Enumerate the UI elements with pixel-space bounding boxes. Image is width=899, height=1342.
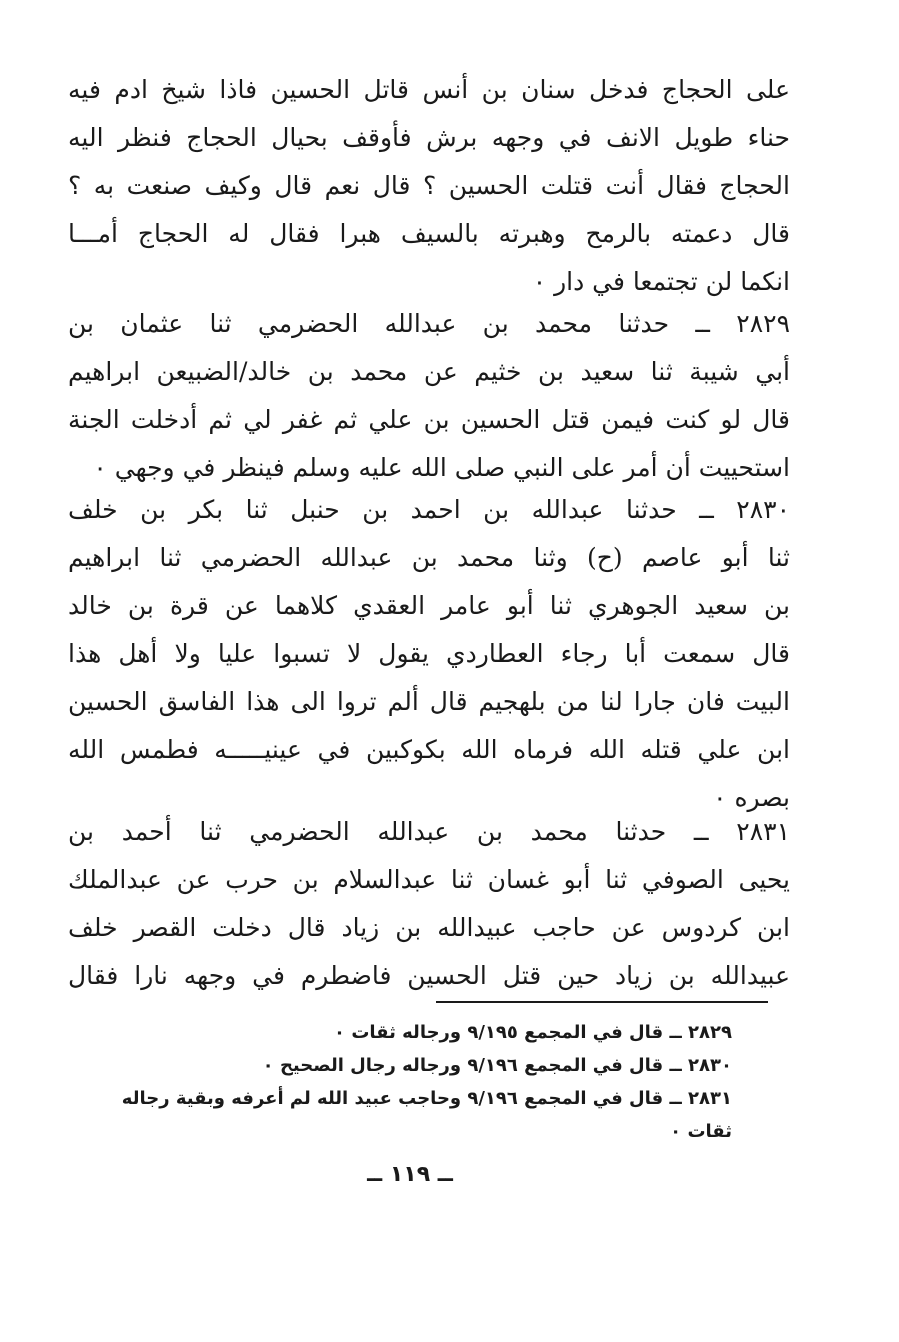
footnote-2829: ٢٨٢٩ ــ قال في المجمع ٩/١٩٥ ورجاله ثقات ٠ xyxy=(334,1022,732,1043)
text-line: قال سمعت أبا رجاء العطاردي يقول لا تسبوا عليا ولا أهل هذا xyxy=(68,639,790,668)
text-line: استحييت أن أمر على النبي صلى الله عليه وسلم فينظر في وجهي ٠ xyxy=(93,453,790,482)
text-line: انكما لن تجتمعا في دار ٠ xyxy=(532,267,790,296)
text-line: ٢٨٢٩ ــ حدثنا محمد بن عبدالله الحضرمي ثنا عثمان بن xyxy=(68,309,790,338)
footnote-2831: ٢٨٣١ ــ قال في المجمع ٩/١٩٦ وحاجب عبيد الله لم أعرفه وبقية رجاله xyxy=(121,1088,732,1109)
text-line: ثنا أبو عاصم (ح) وثنا محمد بن عبدالله الحضرمي ثنا ابراهيم xyxy=(68,543,790,572)
text-line: بصره ٠ xyxy=(713,783,790,812)
footnote-2831-continued: ثقات ٠ xyxy=(670,1121,732,1142)
text-line: أبي شيبة ثنا سعيد بن خثيم عن محمد بن خالد/الضبيعن ابراهيم xyxy=(68,357,790,386)
text-line: ابن كردوس عن حاجب عبيدالله بن زياد قال دخلت القصر خلف xyxy=(68,913,790,942)
text-line: ٢٨٣٠ ــ حدثنا عبدالله بن احمد بن حنبل ثنا بكر بن خلف xyxy=(68,495,790,524)
text-line: عبيدالله بن زياد حين قتل الحسين فاضطرم في وجهه نارا فقال xyxy=(68,961,790,990)
footnote-divider xyxy=(436,1001,768,1003)
page-number: ــ ١١٩ ــ xyxy=(367,1162,453,1187)
text-line: يحيى الصوفي ثنا أبو غسان ثنا عبدالسلام بن حرب عن عبدالملك xyxy=(68,865,790,894)
footnotes xyxy=(60,1016,732,1148)
hadith-2831 xyxy=(68,808,790,1000)
text-line: قال دعمته بالرمح وهبرته بالسيف هبرا فقال له الحجاج أمـــا xyxy=(68,219,790,248)
text-line: حناء طويل الانف في وجهه برش فأوقف بحيال الحجاج فنظر اليه xyxy=(68,123,790,152)
text-line: ٢٨٣١ ــ حدثنا محمد بن عبدالله الحضرمي ثنا أحمد بن xyxy=(68,817,790,846)
paragraph-intro xyxy=(68,66,790,306)
footnote-2830: ٢٨٣٠ ــ قال في المجمع ٩/١٩٦ ورجاله رجال الصحيح ٠ xyxy=(262,1055,732,1076)
hadith-2830 xyxy=(68,486,790,822)
text-line: بن سعيد الجوهري ثنا أبو عامر العقدي كلاهما عن قرة بن خالد xyxy=(68,591,790,620)
text-line: ابن علي قتله الله فرماه الله بكوكبين في عينيـــــه فطمس الله xyxy=(68,735,790,764)
text-line: قال لو كنت فيمن قتل الحسين بن علي ثم غفر لي ثم أدخلت الجنة xyxy=(68,405,790,434)
text-line: الحجاج فقال أنت قتلت الحسين ؟ قال نعم قال وكيف صنعت به ؟ xyxy=(68,171,790,200)
hadith-2829 xyxy=(68,300,790,492)
text-line: على الحجاج فدخل سنان بن أنس قاتل الحسين فاذا شيخ ادم فيه xyxy=(68,75,790,104)
text-line: البيت فان جارا لنا من بلهجيم قال ألم تروا الى هذا الفاسق الحسين xyxy=(68,687,790,716)
